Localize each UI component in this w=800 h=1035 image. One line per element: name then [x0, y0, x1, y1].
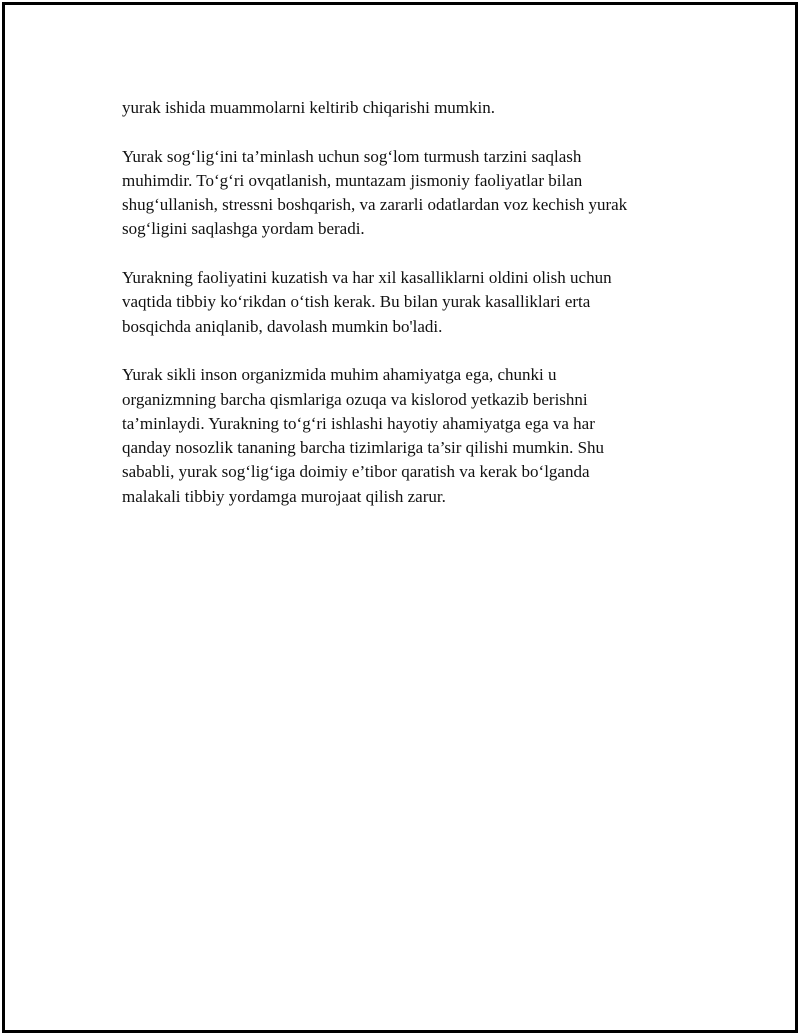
paragraph-conclusion [122, 363, 682, 509]
text-line: qanday nosozlik tananing barcha tizimlariga ta’sir qilishi mumkin. Shu [122, 438, 605, 458]
text-line: shug‘ullanish, stressni boshqarish, va zararli odatlardan voz kechish yurak [122, 195, 628, 215]
text-line: sog‘ligini saqlashga yordam beradi. [122, 219, 365, 239]
text-line: sababli, yurak sog‘lig‘iga doimiy e’tibor qaratish va kerak bo‘lganda [122, 462, 590, 482]
text-line: Yurak sog‘lig‘ini ta’minlash uchun sog‘lom turmush tarzini saqlash [122, 146, 582, 166]
paragraph-heart-health-maintenance [122, 145, 682, 242]
text-line: ta’minlaydi. Yurakning to‘g‘ri ishlashi hayotiy ahamiyatga ega va har [122, 413, 595, 433]
text-line: Yurak sikli inson organizmida muhim ahamiyatga ega, chunki u [122, 365, 557, 385]
text-line: malakali tibbiy yordamga murojaat qilish zarur. [122, 486, 446, 506]
paragraph-continuation [122, 96, 682, 120]
text-line: organizmning barcha qismlariga ozuqa va kislorod yetkazib berishni [122, 389, 588, 409]
paragraph-medical-checkup [122, 266, 682, 339]
text-line: Yurakning faoliyatini kuzatish va har xil kasalliklarni oldini olish uchun [122, 268, 612, 288]
text-line: vaqtida tibbiy ko‘rikdan o‘tish kerak. Bu bilan yurak kasalliklari erta [122, 292, 591, 312]
page-frame [2, 2, 798, 1033]
text-line: bosqichda aniqlanib, davolash mumkin bo'ladi. [122, 316, 443, 336]
text-line: yurak ishida muammolarni keltirib chiqarishi mumkin. [122, 98, 495, 117]
document-body [122, 96, 682, 533]
text-line: muhimdir. To‘g‘ri ovqatlanish, muntazam jismoniy faoliyatlar bilan [122, 170, 583, 190]
